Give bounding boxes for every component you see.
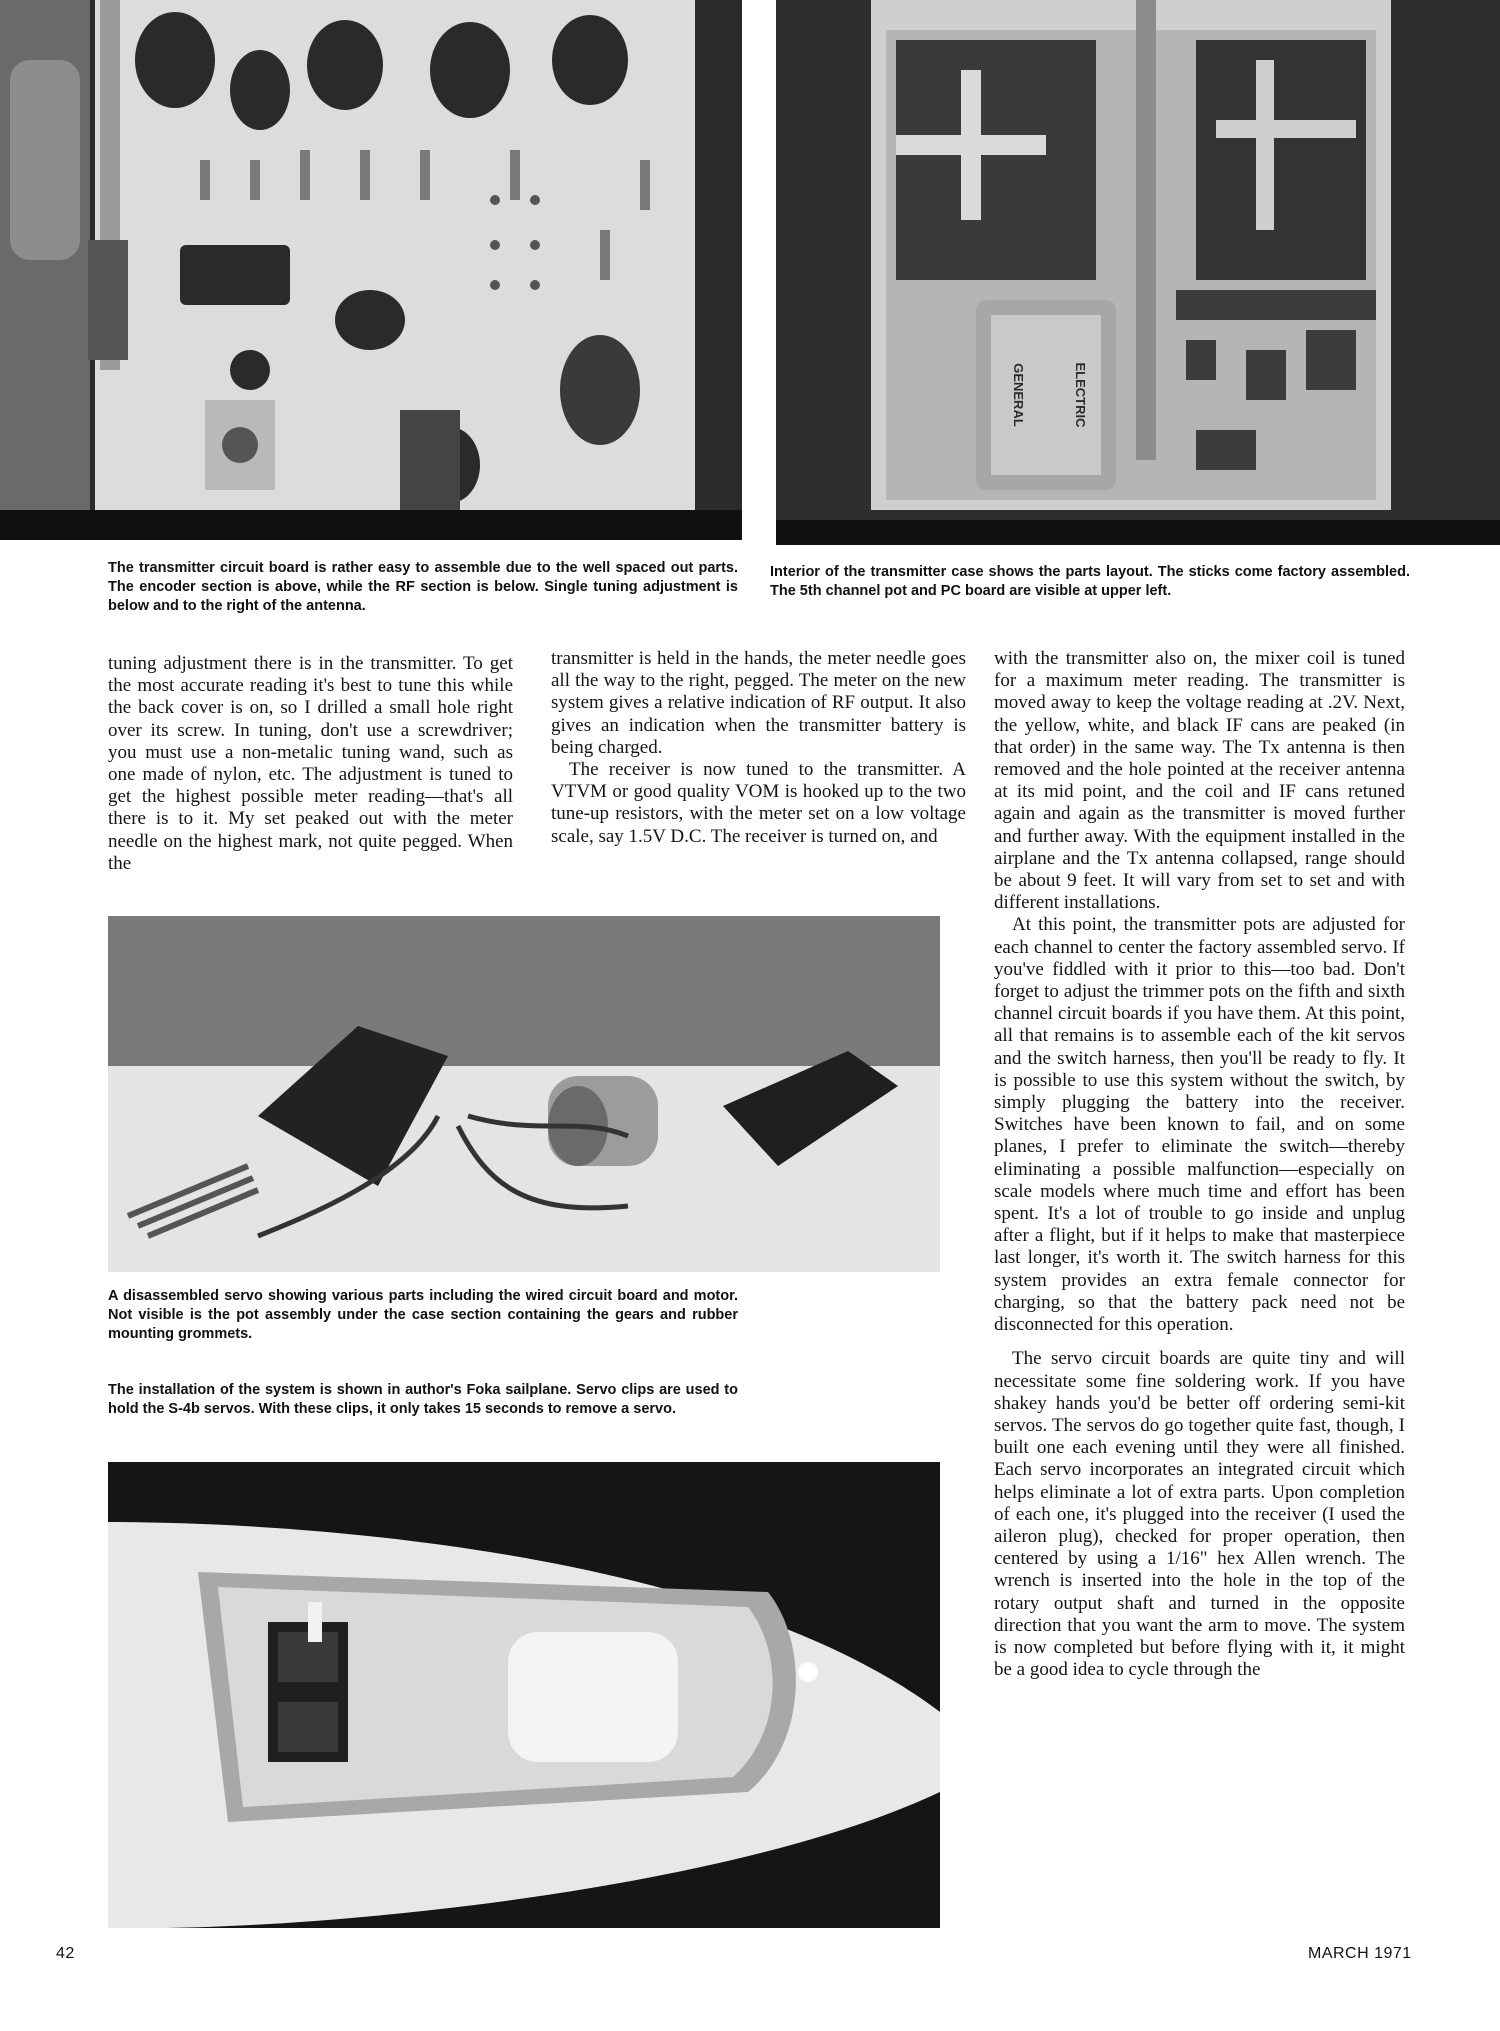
sailplane-caption: The installation of the system is shown in author's Foka sailplane. Servo clips are used to hold the S-4b servos. With these clips, it only takes 15 seconds to remove a servo. (108, 1382, 738, 1417)
article-paragraph: The receiver is now tuned to the transmitter. A VTVM or good quality VOM is hooked up to the two tune-up resistors, with the meter set on a low voltage scale, say 1.5V D.C. The receiver is turned on, and (551, 759, 966, 847)
article-column-3 (994, 648, 1405, 1681)
servo-caption: A disassembled servo showing various parts including the wired circuit board and motor. Not visible is the pot assembly under the case section containing the gears and rubber mounting grommets. (108, 1288, 738, 1342)
article-column-1 (108, 653, 513, 875)
servo-photo (108, 916, 940, 1272)
article-paragraph: The servo circuit boards are quite tiny and will necessitate some fine soldering work. If you have shakey hands you'd be better off ordering semi-kit servos. The servos do go together quite fast, though, I built one each evening until they were all finished. Each servo incorporates an integrated circuit which helps eliminate a lot of extra parts. Upon completion of each one, it's plugged into the receiver (I used the aileron plug), checked for proper operation, then centered by using a 1/16" hex Allen wrench. The wrench is inserted into the hole in the top of the rotary output shaft and turned in the opposite direction that you want the arm to move. The system is now completed but before flying with it, it might be a good idea to cycle through the (994, 1348, 1405, 1681)
transmitter-case-photo (776, 0, 1500, 545)
battery-label-electric: ELECTRIC (1073, 362, 1088, 428)
transmitter-case-caption: Interior of the transmitter case shows the parts layout. The sticks come factory assembled. The 5th channel pot and PC board are visible at upper left. (770, 564, 1410, 599)
article-paragraph: with the transmitter also on, the mixer coil is tuned for a maximum meter reading. The transmitter is moved away to keep the voltage reading at .2V. Next, the yellow, white, and black IF cans are peaked (in that order) in the same way. The Tx antenna is then removed and the hole pointed at the receiver antenna at its mid point, and the coil and IF cans retuned again and again as the transmitter is moved further and further away. With the equipment installed in the airplane and the Tx antenna collapsed, range should be about 9 feet. It will vary from set to set and with different installations. (994, 648, 1405, 914)
circuit-board-photo (0, 0, 742, 540)
sailplane-photo (108, 1462, 940, 1928)
battery-label-general: GENERAL (1011, 363, 1026, 427)
circuit-board-caption: The transmitter circuit board is rather easy to assemble due to the well spaced out parts. The encoder section is above, while the RF section is below. Single tuning adjustment is below and to the right of the antenna. (108, 560, 738, 614)
article-column-2 (551, 648, 966, 848)
issue-date: MARCH 1971 (1308, 1945, 1412, 1962)
article-paragraph: At this point, the transmitter pots are adjusted for each channel to center the factory assembled servo. If you've fiddled with it prior to this—too bad. Don't forget to adjust the trimmer pots on the fifth and sixth channel circuit boards if you have them. At this point, all that remains is to assemble each of the kit servos and the switch harness, then you'll be ready to fly. It is possible to use this system without the switch, by simply plugging the battery into the receiver. Switches have been known to fail, and on some planes, I prefer to eliminate the switch—thereby eliminating a possible malfunction—especially on scale models where much time and effort has been spent. It's a lot of trouble to go inside and unplug after a flight, but if it helps to make that masterpiece last longer, it's worth it. The switch harness for this system provides an extra female connector for charging, so that the battery pack need not be disconnected for this operation. (994, 914, 1405, 1336)
page-number: 42 (56, 1945, 75, 1962)
article-paragraph: tuning adjustment there is in the transmitter. To get the most accurate reading it's best to tune this while the back cover is on, so I drilled a small hole right over its screw. In tuning, don't use a screwdriver; you must use a non-metalic tuning wand, such as one made of nylon, etc. The adjustment is tuned to get the highest possible meter reading—that's all there is to it. My set peaked out with the meter needle on the highest mark, not quite pegged. When the (108, 653, 513, 874)
article-paragraph: transmitter is held in the hands, the meter needle goes all the way to the right, pegged. The meter on the new system gives a relative indication of RF output. It also gives an indication when the transmitter battery is being charged. (551, 648, 966, 758)
